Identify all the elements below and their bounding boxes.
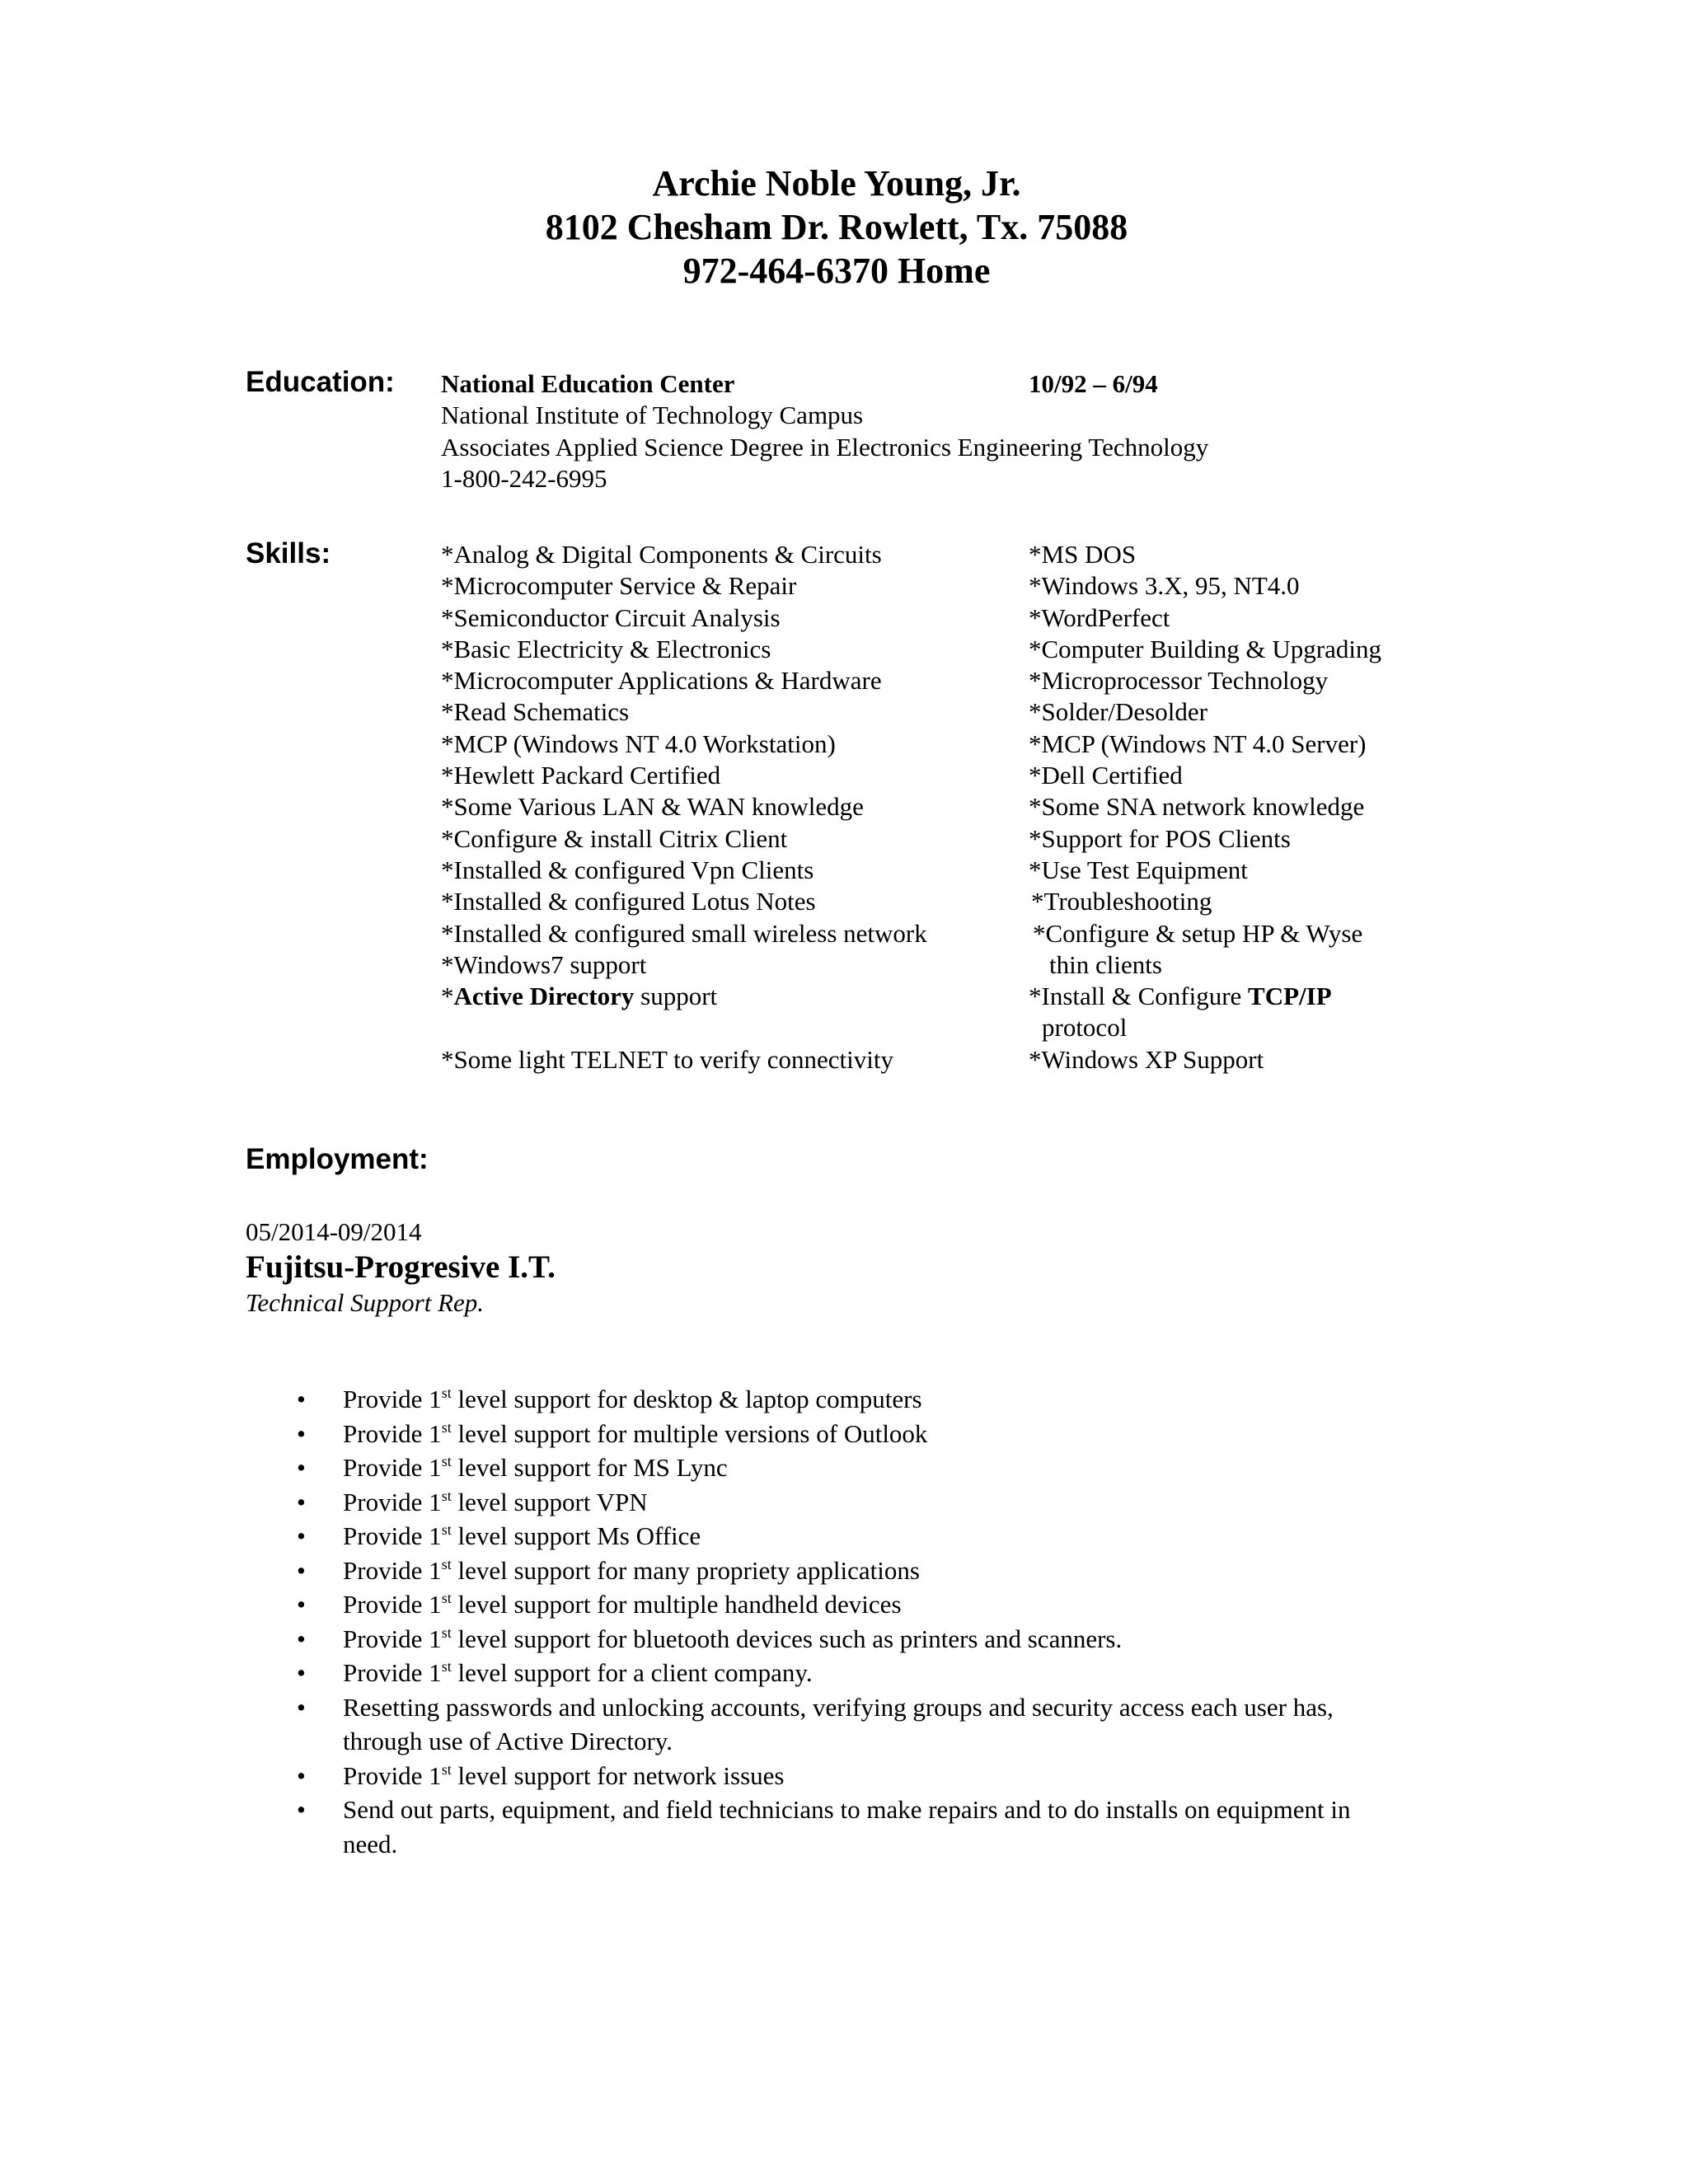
applicant-name: Archie Noble Young, Jr.: [652, 163, 1021, 204]
skill-item: *WordPerfect: [1029, 602, 1170, 632]
list-item: [288, 1759, 1442, 1793]
applicant-address: 8102 Chesham Dr. Rowlett, Tx. 75088: [545, 207, 1128, 247]
duty-text: level support for MS Lync: [451, 1453, 728, 1482]
education-school: National Education Center: [441, 369, 735, 398]
duty-text: level support for desktop & laptop computers: [451, 1385, 922, 1413]
list-item: [288, 1519, 1442, 1554]
skill-star: *: [441, 982, 454, 1011]
skill-item: *Use Test Equipment: [1029, 855, 1248, 884]
employment-duties-list: [288, 1382, 1442, 1861]
education-label: Education:: [246, 366, 395, 398]
skill-spacer: [441, 1012, 927, 1043]
bullet-icon: •: [297, 1624, 306, 1653]
skill-item: *Hewlett Packard Certified: [441, 761, 721, 790]
bullet-icon: •: [297, 1418, 306, 1448]
list-item: [288, 1656, 1442, 1690]
skill-item: *Some SNA network knowledge: [1029, 792, 1365, 822]
skill-item: *Support for POS Clients: [1029, 823, 1291, 853]
ordinal-suffix: st: [441, 1555, 452, 1572]
skill-item-continuation: protocol: [1042, 1013, 1128, 1043]
ordinal-suffix: st: [441, 1760, 452, 1778]
education-dates: 10/92 – 6/94: [1029, 369, 1158, 398]
duty-text-continuation: through use of Active Directory.: [343, 1727, 673, 1755]
list-item: [288, 1690, 1442, 1759]
duty-prefix: Provide 1: [343, 1453, 442, 1482]
skill-item: *Computer Building & Upgrading: [1029, 634, 1381, 663]
list-item: [288, 1417, 1442, 1451]
bullet-icon: •: [297, 1590, 306, 1619]
skill-item: *Read Schematics: [441, 697, 630, 727]
bullet-icon: •: [297, 1521, 306, 1550]
duty-text: level support for many propriety applications: [451, 1555, 920, 1585]
bullet-icon: •: [297, 1795, 306, 1824]
skill-item: *Configure & setup HP & Wyse: [1033, 918, 1363, 948]
skill-item: *Some Various LAN & WAN knowledge: [441, 792, 864, 822]
duty-text: Resetting passwords and unlocking accounts, verifying groups and security access each user has,: [343, 1692, 1334, 1722]
skill-item: *MCP (Windows NT 4.0 Workstation): [441, 729, 836, 758]
bullet-icon: •: [297, 1658, 306, 1687]
skill-item: *Installed & configured Vpn Clients: [441, 855, 814, 884]
skill-item: *MS DOS: [1029, 540, 1137, 569]
skill-item: *Configure & install Citrix Client: [441, 823, 788, 853]
education-phone: 1-800-242-6995: [441, 463, 607, 493]
skill-text: *Install & Configure: [1029, 982, 1249, 1011]
skill-item-active-directory: [441, 981, 927, 1012]
skill-item: *Microcomputer Service & Repair: [441, 571, 797, 601]
skill-item: *Windows XP Support: [1029, 1044, 1264, 1074]
skills-label: Skills:: [246, 537, 331, 569]
education-details: [441, 368, 1430, 494]
skill-item: *Windows 3.X, 95, NT4.0: [1029, 571, 1300, 601]
list-item: [288, 1587, 1442, 1622]
bullet-icon: •: [297, 1453, 306, 1482]
duty-prefix: Provide 1: [343, 1590, 442, 1619]
ordinal-suffix: st: [441, 1658, 452, 1675]
duty-text: level support Ms Office: [451, 1521, 701, 1550]
ordinal-suffix: st: [441, 1521, 452, 1538]
duty-text: level support VPN: [451, 1487, 648, 1516]
skill-item: *Windows7 support: [441, 949, 647, 979]
skill-item: *Troubleshooting: [1031, 887, 1212, 916]
duty-text: level support for network issues: [451, 1760, 785, 1790]
employment-title: Technical Support Rep.: [246, 1288, 485, 1317]
ordinal-suffix: st: [441, 1624, 452, 1641]
education-degree: Associates Applied Science Degree in Electronics Engineering Technology: [441, 432, 1209, 462]
bullet-icon: •: [297, 1555, 306, 1585]
duty-prefix: Provide 1: [343, 1624, 442, 1653]
employment-company: Fujitsu-Progresive I.T.: [246, 1249, 556, 1285]
bullet-icon: •: [297, 1487, 306, 1516]
skill-item: *Semiconductor Circuit Analysis: [441, 602, 781, 632]
skill-item: *Some light TELNET to verify connectivity: [441, 1044, 894, 1074]
skill-item: *Basic Electricity & Electronics: [441, 634, 771, 663]
duty-prefix: Provide 1: [343, 1385, 442, 1413]
skills-left-column: [441, 539, 927, 1076]
skill-item: *Microcomputer Applications & Hardware: [441, 666, 882, 696]
duty-prefix: Provide 1: [343, 1658, 442, 1687]
education-campus: National Institute of Technology Campus: [441, 401, 864, 430]
bullet-icon: •: [297, 1760, 306, 1790]
skill-bold-text: Active Directory: [453, 982, 635, 1011]
skill-item: *Solder/Desolder: [1029, 697, 1207, 727]
ordinal-suffix: st: [441, 1385, 452, 1401]
skill-item: *MCP (Windows NT 4.0 Server): [1029, 729, 1367, 758]
ordinal-suffix: st: [441, 1453, 452, 1469]
skill-item: *Installed & configured Lotus Notes: [441, 887, 816, 916]
skills-right-column: [1029, 539, 1381, 1076]
duty-prefix: Provide 1: [343, 1418, 442, 1448]
skill-item-continuation: thin clients: [1049, 949, 1162, 979]
ordinal-suffix: st: [441, 1487, 452, 1504]
duty-prefix: Provide 1: [343, 1555, 442, 1585]
ordinal-suffix: st: [441, 1418, 452, 1436]
duty-text: level support for multiple versions of Outlook: [451, 1418, 928, 1448]
duty-text: Send out parts, equipment, and field technicians to make repairs and to do installs on equipment in: [343, 1795, 1351, 1824]
applicant-phone: 972-464-6370 Home: [682, 251, 991, 291]
list-item: [288, 1554, 1442, 1588]
skill-text: support: [634, 982, 718, 1011]
skill-item-tcpip: [1029, 981, 1381, 1012]
list-item: [288, 1793, 1442, 1861]
resume-header: [0, 162, 1673, 293]
bullet-icon: •: [297, 1692, 306, 1722]
duty-prefix: Provide 1: [343, 1760, 442, 1790]
duty-text: level support for multiple handheld devices: [451, 1590, 902, 1619]
duty-text: level support for a client company.: [451, 1658, 813, 1687]
ordinal-suffix: st: [441, 1590, 452, 1606]
list-item: [288, 1451, 1442, 1485]
list-item: [288, 1382, 1442, 1417]
employment-label: Employment:: [246, 1143, 429, 1175]
duty-prefix: Provide 1: [343, 1487, 442, 1516]
bullet-icon: •: [297, 1385, 306, 1413]
skill-item: *Microprocessor Technology: [1029, 666, 1329, 696]
duty-text: level support for bluetooth devices such as printers and scanners.: [451, 1624, 1123, 1653]
employment-dates: 05/2014-09/2014: [246, 1217, 422, 1246]
duty-prefix: Provide 1: [343, 1521, 442, 1550]
skill-item: *Analog & Digital Components & Circuits: [441, 540, 882, 569]
duty-text-continuation: need.: [343, 1829, 398, 1858]
list-item: [288, 1622, 1442, 1657]
skill-item: *Dell Certified: [1029, 761, 1183, 790]
skill-item: *Installed & configured small wireless network: [441, 918, 927, 948]
skill-bold-text: TCP/IP: [1248, 982, 1332, 1011]
list-item: [288, 1485, 1442, 1520]
